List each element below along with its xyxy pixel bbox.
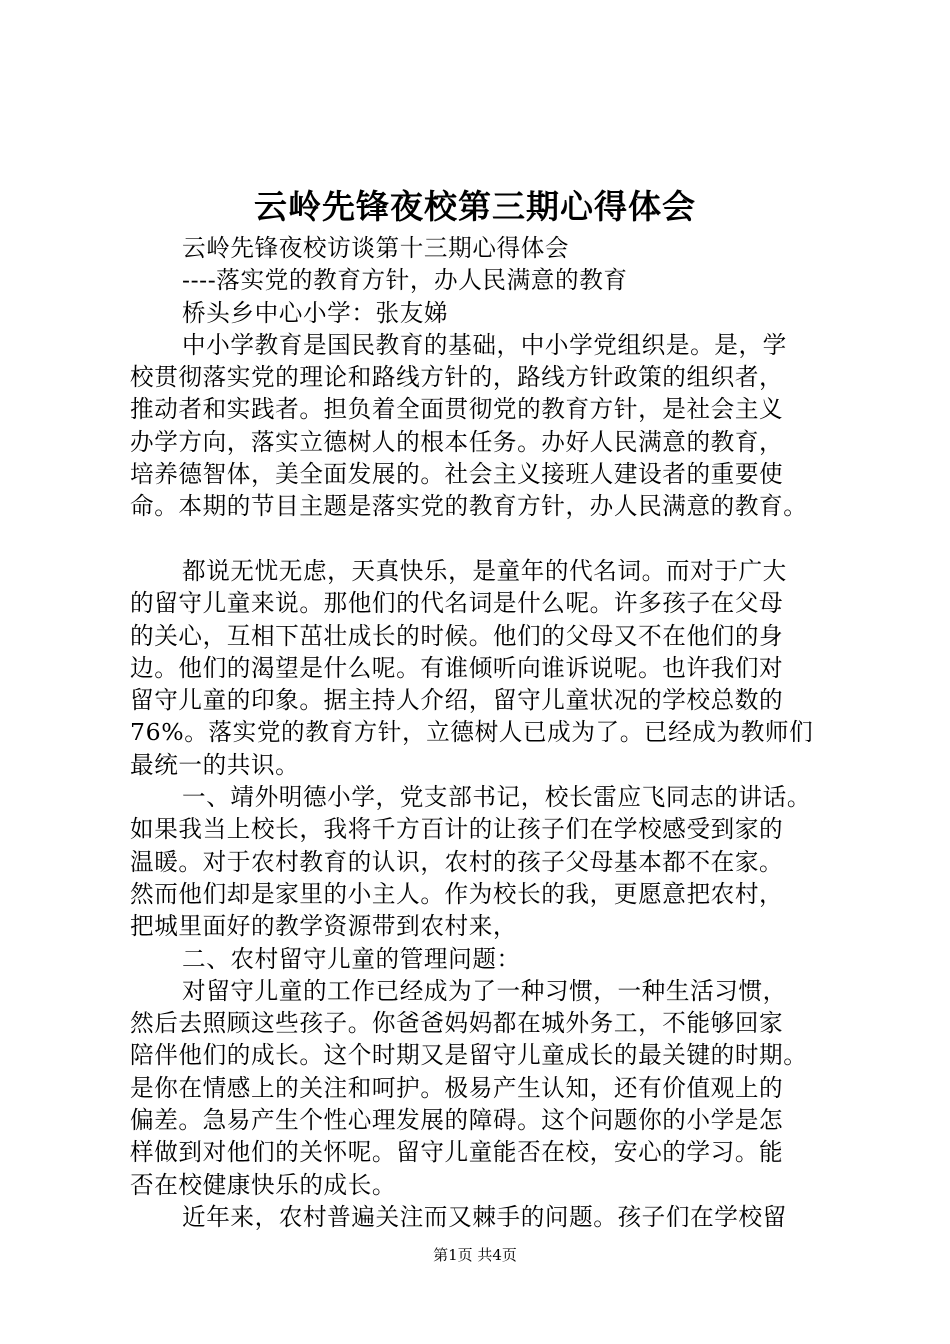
document-body xyxy=(130,232,845,1233)
paragraph-line: 命。本期的节目主题是落实党的教育方针，办人民满意的教育。 xyxy=(130,492,808,521)
paragraph-line: 然后去照顾这些孩子。你爸爸妈妈都在城外务工，不能够回家 xyxy=(130,1009,784,1038)
paragraph-line: 是你在情感上的关注和呵护。极易产生认知，还有价值观上的 xyxy=(130,1073,784,1102)
paragraph-line: 76%。落实党的教育方针，立德树人已成为了。已经成为教师们 xyxy=(130,718,814,747)
paragraph-line: 留守儿童的印象。据主持人介绍，留守儿童状况的学校总数的 xyxy=(130,686,784,715)
blank-line xyxy=(130,523,845,555)
subtitle-slogan-line: ----落实党的教育方针，办人民满意的教育 xyxy=(182,266,628,295)
paragraph-line: 样做到对他们的关怀呢。留守儿童能否在校，安心的学习。能 xyxy=(130,1138,784,1167)
paragraph-line: 陪伴他们的成长。这个时期又是留守儿童成长的最关键的时期。 xyxy=(130,1041,808,1070)
paragraph-line: 最统一的共识。 xyxy=(130,750,300,779)
paragraph-line: 然而他们却是家里的小主人。作为校长的我，更愿意把农村， xyxy=(130,879,784,908)
subtitle-line: 云岭先锋夜校访谈第十三期心得体会 xyxy=(182,234,570,262)
paragraph-line: 中小学教育是国民教育的基础，中小学党组织是。是，学 xyxy=(182,330,787,359)
paragraph-line: 把城里面好的教学资源带到农村来， xyxy=(130,912,518,941)
section-heading-line: 一、靖外明德小学，党支部书记，校长雷应飞同志的讲话。 xyxy=(182,783,812,812)
paragraph-line: 对留守儿童的工作已经成为了一种习惯，一种生活习惯， xyxy=(182,976,787,1005)
paragraph-line: 办学方向，落实立德树人的根本任务。办好人民满意的教育， xyxy=(130,427,784,456)
paragraph-line: 温暖。对于农村教育的认识，农村的孩子父母基本都不在家。 xyxy=(130,847,784,876)
paragraph-line: 边。他们的渴望是什么呢。有谁倾听向谁诉说呢。也许我们对 xyxy=(130,653,784,682)
paragraph-line: 否在校健康快乐的成长。 xyxy=(130,1170,397,1199)
paragraph-line: 都说无忧无虑，天真快乐，是童年的代名词。而对于广大 xyxy=(182,556,787,585)
paragraph-line: 培养德智体，美全面发展的。社会主义接班人建设者的重要使 xyxy=(130,460,784,489)
paragraph-line: 偏差。急易产生个性心理发展的障碍。这个问题你的小学是怎 xyxy=(130,1106,784,1135)
author-line: 桥头乡中心小学：张友娣 xyxy=(182,298,449,327)
paragraph-line: 推动者和实践者。担负着全面贯彻党的教育方针，是社会主义 xyxy=(130,395,784,424)
paragraph-line: 如果我当上校长，我将千方百计的让孩子们在学校感受到家的 xyxy=(130,815,784,844)
section-heading-line: 二、农村留守儿童的管理问题： xyxy=(182,944,521,973)
paragraph-line: 的留守儿童来说。那他们的代名词是什么呢。许多孩子在父母 xyxy=(130,589,784,618)
paragraph-line: 近年来，农村普遍关注而又棘手的问题。孩子们在学校留 xyxy=(182,1202,787,1231)
paragraph-line: 校贯彻落实党的理论和路线方针的，路线方针政策的组织者， xyxy=(130,363,784,392)
document-title: 云岭先锋夜校第三期心得体会 xyxy=(254,187,696,226)
paragraph-line: 的关心，互相下茁壮成长的时候。他们的父母又不在他们的身 xyxy=(130,621,784,650)
page-indicator: 第1页 共4页 xyxy=(433,1246,517,1264)
